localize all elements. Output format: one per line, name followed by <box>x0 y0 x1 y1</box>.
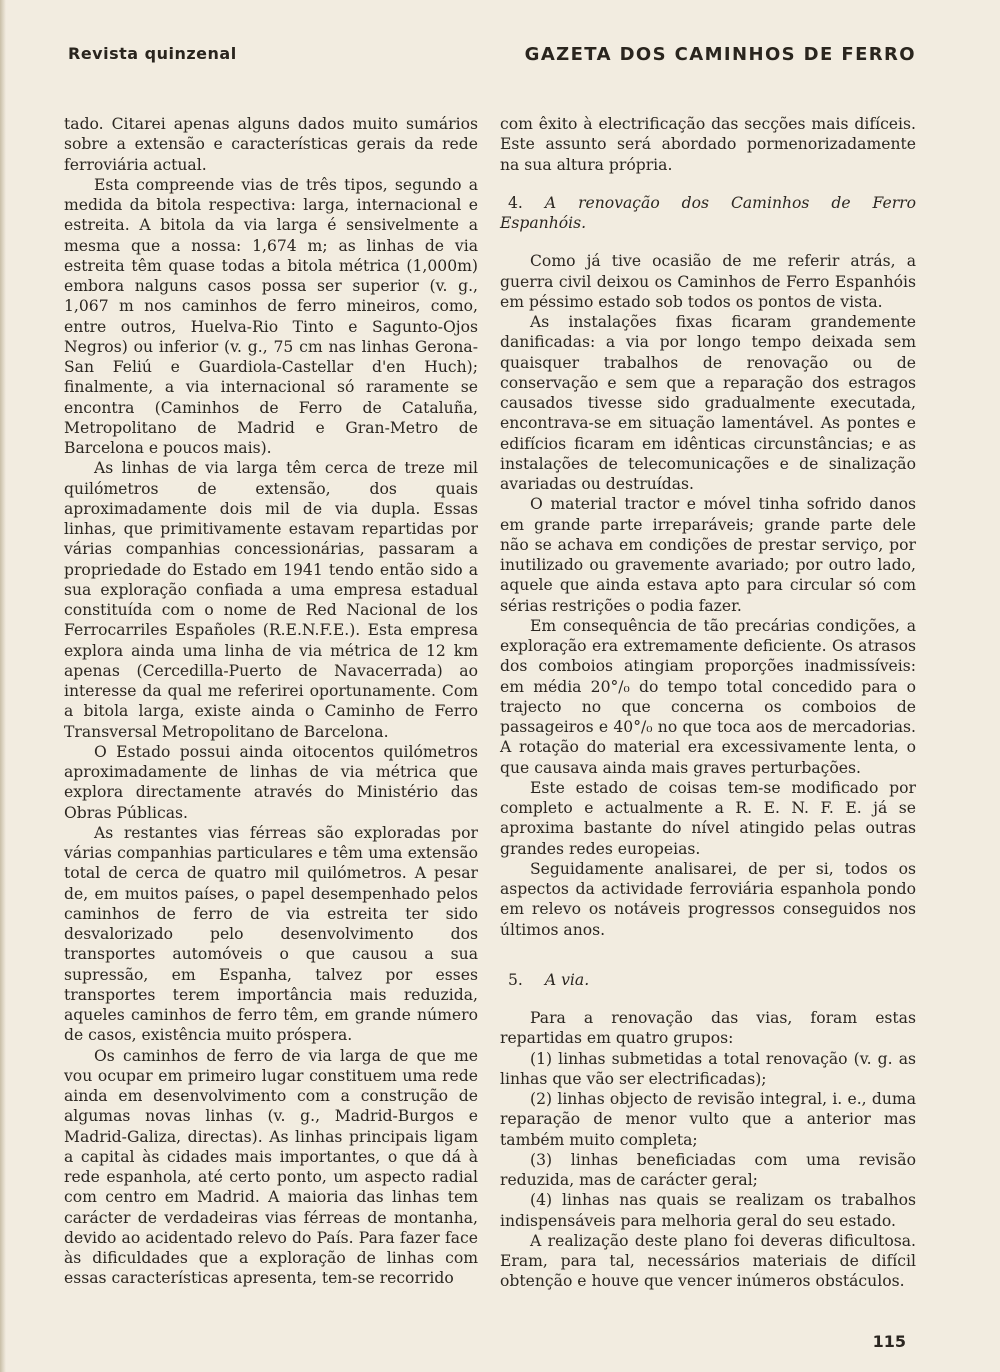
paragraph: Esta compreende vias de três tipos, segundo a medida da bitola respectiva: larga, internacional e estreita. A bitola da via larga é sensivelmente a mesma que a nossa: 1,674 m; as linhas de via estreita têm quase todas a bitola métrica (1,000m) embora nalguns casos possa ser superior (v. g., 1,067 m nos caminhos de ferro mineiros, como, entre outros, Huelva-Rio Tinto e Sagunto-Ojos Negros) ou inferior (v. g., 75 cm nas linhas Gerona-San Feliú e Guardiola-Castellar d'en Huch); finalmente, a via internacional só raramente se encontra (Caminhos de Ferro de Cataluña, Metropolitano de Madrid e Gran-Metro de Barcelona e poucos mais). <box>64 175 478 457</box>
paragraph: As restantes vias férreas são exploradas por várias companhias particulares e têm uma extensão total de cerca de quatro mil quilómetros. A pesar de, em muitos países, o papel desempenhado pelos caminhos de ferro de via estreita ter sido desvalorizado pelo desenvolvimento dos transportes automóveis o que causou a sua supressão, em Espanha, talvez por esses transportes terem importância mais reduzida, aqueles caminhos de ferro têm, em grande número de casos, existência muito próspera. <box>64 823 478 1045</box>
section-heading-5 <box>500 970 916 990</box>
paragraph: Para a renovação das vias, foram estas repartidas em quatro grupos: <box>500 1009 916 1048</box>
list-item: (1) linhas submetidas a total renovação (v. g. as linhas que vão ser electrificadas); <box>500 1049 916 1088</box>
paragraph: Este estado de coisas tem-se modificado por completo e actualmente a R. E. N. F. E. já se aproxima bastante do nível atingido pelas outras grandes redes europeias. <box>500 778 916 858</box>
paragraph: As linhas de via larga têm cerca de treze mil quilómetros de extensão, dos quais aproximadamente dois mil de via dupla. Essas linhas, que primitivamente estavam repartidas por várias companhias concessionárias, passaram a propriedade do Estado em 1941 tendo então sido a sua exploração confiada a uma empresa estadual constituída com o nome de Red Nacional de los Ferrocarriles Españoles (R.E.N.F.E.). Esta empresa explora ainda uma linha de via métrica de 12 km apenas (Cercedilla-Puerto de Navacerrada) ao interesse da qual me referirei oportunamente. Com a bitola larga, existe ainda o Caminho de Ferro Transversal Metropolitano de Barcelona. <box>64 459 478 741</box>
paragraph: Os caminhos de ferro de via larga de que me vou ocupar em primeiro lugar constituem uma rede ainda em desenvolvimento com a construção de algumas novas linhas (v. g., Madrid-Burgos e Madrid-Galiza, directas). As linhas principais ligam a capital às cidades mais importantes, o que dá à rede espanhola, até certo ponto, um aspecto radial com centro em Madrid. A maioria das linhas tem carácter de verdadeiras vias férreas de montanha, devido ao acidentado relevo do País. Para fazer face às dificuldades que a exploração de linhas com essas características apresenta, tem-se recorrido <box>64 1046 478 1288</box>
page-edge-shadow <box>0 0 6 1372</box>
header-publication-title: GAZETA DOS CAMINHOS DE FERRO <box>524 44 916 65</box>
section-number: 4. <box>508 193 523 212</box>
section-title: A renovação dos Caminhos de Ferro Espanhóis. <box>500 193 916 232</box>
paragraph: Seguidamente analisarei, de per si, todos os aspectos da actividade ferroviária espanhola pondo em relevo os notáveis progressos conseguidos nos últimos anos. <box>500 859 916 939</box>
paragraph: Em consequência de tão precárias condições, a exploração era extremamente deficiente. Os atrasos dos comboios atingiam proporções inadmissíveis: em média 20°/₀ do tempo total concedido para o trajecto no que concerna os comboios de passageiros e 40°/₀ no que toca aos de mercadorias. A rotação do material era excessivamente lenta, o que causava ainda mais graves perturbações. <box>500 616 916 777</box>
paragraph: O Estado possui ainda oitocentos quilómetros aproximadamente de linhas de via métrica que explora directamente através do Ministério das Obras Públicas. <box>64 742 478 822</box>
left-column <box>64 114 478 1289</box>
list-item: (3) linhas beneficiadas com uma revisão reduzida, mas de carácter geral; <box>500 1150 916 1189</box>
header-periodicity: Revista quinzenal <box>68 44 237 63</box>
paragraph: O material tractor e móvel tinha sofrido danos em grande parte irreparáveis; grande parte dele não se achava em condições de prestar serviço, por inutilizado ou gravemente avariado; por outro lado, aquele que ainda estava apto para circular só com sérias restrições o podia fazer. <box>500 495 916 615</box>
paragraph: As instalações fixas ficaram grandemente danificadas: a via por longo tempo deixada sem quaisquer trabalhos de renovação ou de conservação e sem que a reparação dos estragos causados tivesse sido gradualmente executada, encontrava-se em situação lamentável. As pontes e edifícios ficaram em idênticas circunstâncias; e as instalações de telecomunicações e de sinalização avariadas ou destruídas. <box>500 313 916 493</box>
paragraph: A realização deste plano foi deveras dificultosa. Eram, para tal, necessários materiais de difícil obtenção e houve que vencer inúmeros obstáculos. <box>500 1231 916 1291</box>
paragraph: tado. Citarei apenas alguns dados muito sumários sobre a extensão e características gerais da rede ferroviária actual. <box>64 115 478 174</box>
list-item: (2) linhas objecto de revisão integral, i. e., duma reparação de menor vulto que a anterior mas também muito completa; <box>500 1090 916 1149</box>
right-column <box>500 114 916 1292</box>
section-number: 5. <box>508 970 523 989</box>
paragraph: Como já tive ocasião de me referir atrás, a guerra civil deixou os Caminhos de Ferro Espanhóis em péssimo estado sob todos os pontos de vista. <box>500 252 916 311</box>
section-heading-4 <box>500 193 916 234</box>
page-number: 115 <box>872 1332 906 1351</box>
list-item: (4) linhas nas quais se realizam os trabalhos indispensáveis para melhoria geral do seu estado. <box>500 1191 916 1230</box>
paragraph: com êxito à electrificação das secções mais difíceis. Este assunto será abordado pormenorizadamente na sua altura própria. <box>500 115 916 174</box>
section-title: A via. <box>544 970 590 989</box>
